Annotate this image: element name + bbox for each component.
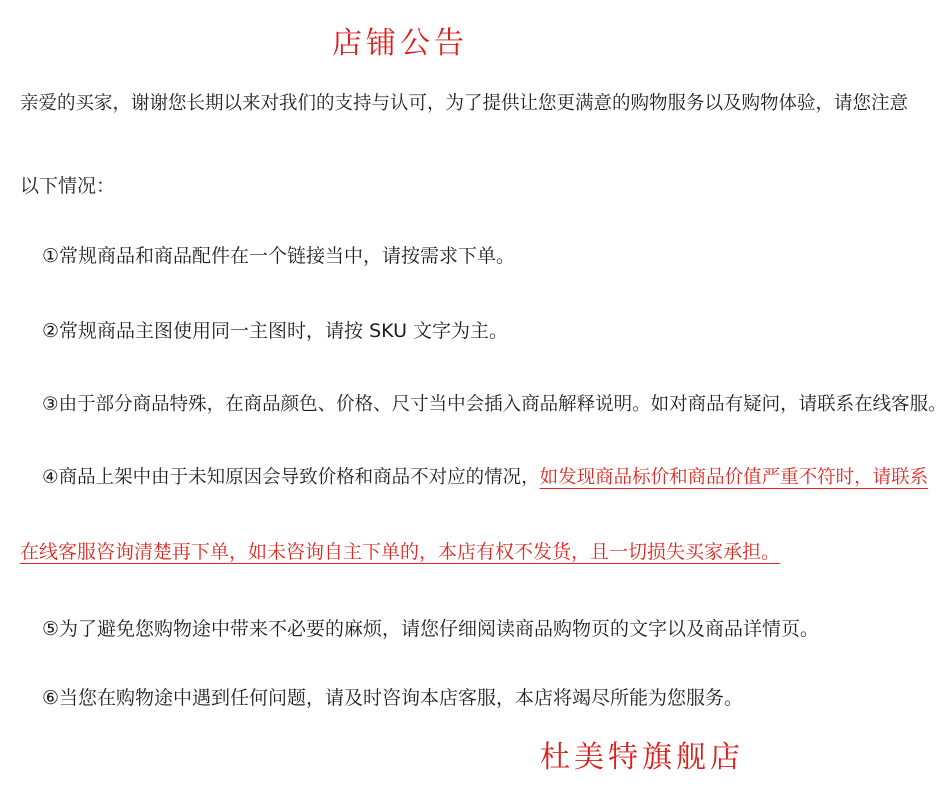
notice-item-4-line-2	[20, 540, 780, 564]
notice-item-2: ②常规商品主图使用同一主图时，请按 SKU 文字为主。	[42, 320, 509, 342]
intro-line-1: 亲爱的买家，谢谢您长期以来对我们的支持与认可，为了提供让您更满意的购物服务以及购物体验，请您注意	[20, 93, 909, 114]
notice-item-6: ⑥当您在购物途中遇到任何问题，请及时咨询本店客服，本店将竭尽所能为您服务。	[42, 687, 744, 709]
notice-item-1: ①常规商品和商品配件在一个链接当中，请按需求下单。	[42, 245, 516, 267]
notice-item-3: ③由于部分商品特殊，在商品颜色、价格、尺寸当中会插入商品解释说明。如对商品有疑问，请联系在线客服。	[42, 394, 947, 415]
notice-item-4	[42, 466, 928, 490]
notice-item-4-text: ④商品上架中由于未知原因会导致价格和商品不对应的情况，	[42, 467, 540, 488]
store-name: 杜美特旗舰店	[540, 740, 744, 775]
notice-item-4-warning: 如发现商品标价和商品价值严重不符时，请联系	[539, 467, 929, 488]
notice-title: 店铺公告	[332, 26, 468, 61]
notice-item-5: ⑤为了避免您购物途中带来不必要的麻烦，请您仔细阅读商品购物页的文字以及商品详情页。	[42, 618, 820, 640]
intro-line-2: 以下情况：	[20, 175, 116, 197]
notice-item-4-warning-continued: 在线客服咨询清楚再下单，如未咨询自主下单的，本店有权不发货，且一切损失买家承担。	[20, 541, 781, 563]
